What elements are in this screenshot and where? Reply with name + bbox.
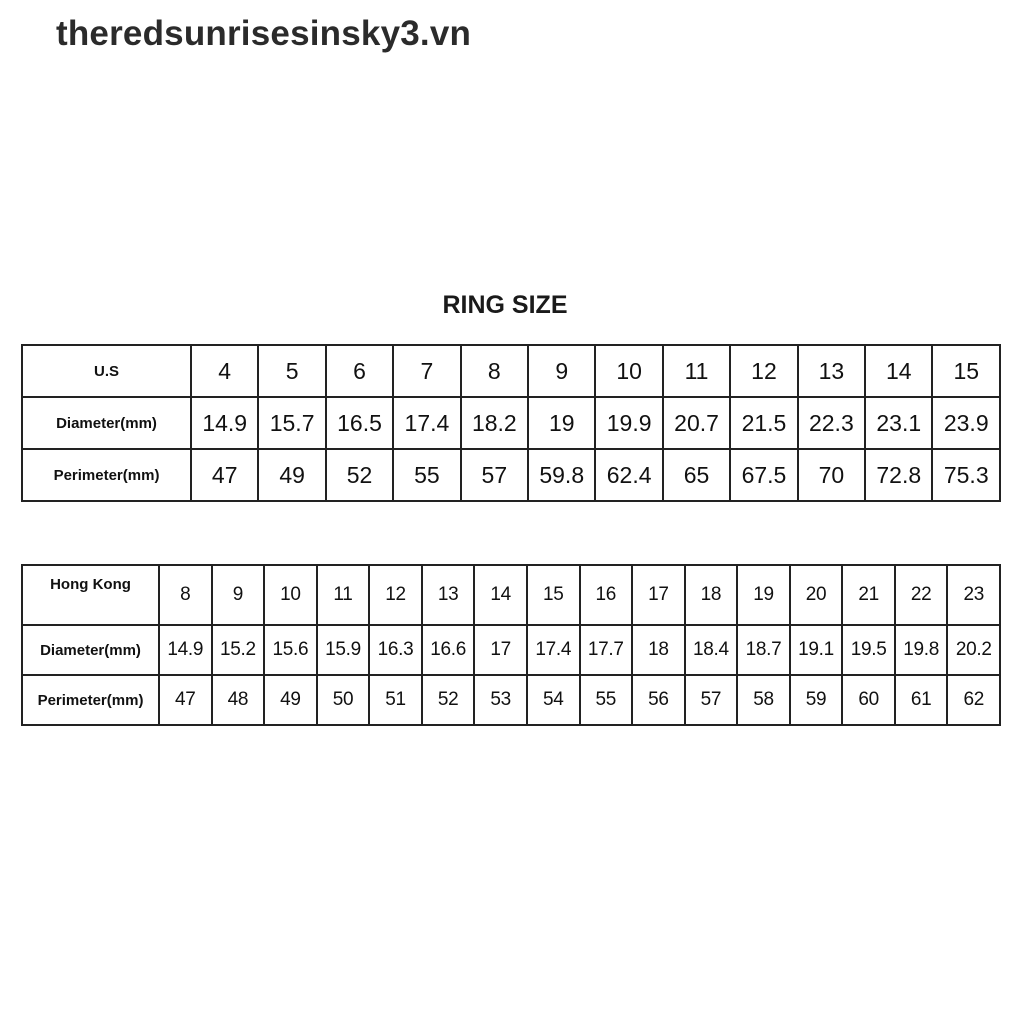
- table-cell: 19.9: [595, 397, 662, 449]
- table-cell: 7: [393, 345, 460, 397]
- table-cell: 21.5: [730, 397, 797, 449]
- diameter-row: [22, 397, 1000, 449]
- table-cell: 49: [264, 675, 317, 725]
- table-cell: 12: [369, 565, 422, 625]
- table-cell: 21: [842, 565, 895, 625]
- table-cell: 20.7: [663, 397, 730, 449]
- table-cell: 9: [528, 345, 595, 397]
- size-row: [22, 565, 1000, 625]
- watermark: theredsunrisesinsky3.vn: [56, 14, 472, 53]
- table-cell: 18: [632, 625, 685, 675]
- table-cell: 8: [461, 345, 528, 397]
- table-cell: 67.5: [730, 449, 797, 501]
- table-cell: 15.6: [264, 625, 317, 675]
- table-cell: 49: [258, 449, 325, 501]
- table-cell: 48: [212, 675, 265, 725]
- table-cell: 11: [317, 565, 370, 625]
- table-cell: 11: [663, 345, 730, 397]
- table-cell: 60: [842, 675, 895, 725]
- table-cell: 52: [422, 675, 475, 725]
- table-cell: 47: [159, 675, 212, 725]
- table-cell: 57: [685, 675, 738, 725]
- table-cell: 47: [191, 449, 258, 501]
- perimeter-row: [22, 675, 1000, 725]
- table-cell: 18.4: [685, 625, 738, 675]
- table-cell: 23: [947, 565, 1000, 625]
- table-cell: 54: [527, 675, 580, 725]
- table-cell: 22: [895, 565, 948, 625]
- table-cell: 19.8: [895, 625, 948, 675]
- table-cell: 4: [191, 345, 258, 397]
- table-cell: 18.7: [737, 625, 790, 675]
- table-cell: 56: [632, 675, 685, 725]
- table-cell: 55: [393, 449, 460, 501]
- table-cell: 16.5: [326, 397, 393, 449]
- table-cell: 17.4: [527, 625, 580, 675]
- us-ring-size-table: [21, 344, 1001, 502]
- table-cell: 9: [212, 565, 265, 625]
- table-cell: 10: [595, 345, 662, 397]
- table-cell: 70: [798, 449, 865, 501]
- table-cell: 13: [798, 345, 865, 397]
- table-cell: 15.9: [317, 625, 370, 675]
- table-cell: 58: [737, 675, 790, 725]
- table-cell: 18.2: [461, 397, 528, 449]
- table-cell: 55: [580, 675, 633, 725]
- diameter-row: [22, 625, 1000, 675]
- table-cell: 15: [527, 565, 580, 625]
- table-cell: 53: [474, 675, 527, 725]
- table-cell: 16.3: [369, 625, 422, 675]
- hong-kong-ring-size-table: [21, 564, 1001, 726]
- table-cell: 17.7: [580, 625, 633, 675]
- table-cell: 14: [865, 345, 932, 397]
- row-label: Diameter(mm): [22, 625, 159, 675]
- table-cell: 10: [264, 565, 317, 625]
- table-cell: 75.3: [932, 449, 1000, 501]
- row-label: Hong Kong: [22, 565, 159, 625]
- table-cell: 57: [461, 449, 528, 501]
- table-cell: 62: [947, 675, 1000, 725]
- table-cell: 6: [326, 345, 393, 397]
- table-cell: 14.9: [191, 397, 258, 449]
- page-title: RING SIZE: [442, 291, 568, 319]
- table-cell: 13: [422, 565, 475, 625]
- table-cell: 61: [895, 675, 948, 725]
- table-cell: 15.7: [258, 397, 325, 449]
- table-cell: 17: [632, 565, 685, 625]
- size-row: [22, 345, 1000, 397]
- table-cell: 5: [258, 345, 325, 397]
- row-label: Perimeter(mm): [22, 675, 159, 725]
- table-cell: 15.2: [212, 625, 265, 675]
- table-cell: 19.1: [790, 625, 843, 675]
- table-cell: 8: [159, 565, 212, 625]
- table-cell: 20.2: [947, 625, 1000, 675]
- table-cell: 19: [737, 565, 790, 625]
- perimeter-row: [22, 449, 1000, 501]
- table-cell: 65: [663, 449, 730, 501]
- table-cell: 17.4: [393, 397, 460, 449]
- table-cell: 14: [474, 565, 527, 625]
- row-label: U.S: [22, 345, 191, 397]
- table-cell: 20: [790, 565, 843, 625]
- table-cell: 19: [528, 397, 595, 449]
- table-cell: 12: [730, 345, 797, 397]
- table-cell: 62.4: [595, 449, 662, 501]
- table-cell: 22.3: [798, 397, 865, 449]
- table-cell: 72.8: [865, 449, 932, 501]
- table-cell: 17: [474, 625, 527, 675]
- table-cell: 59: [790, 675, 843, 725]
- table-cell: 23.1: [865, 397, 932, 449]
- table-cell: 15: [932, 345, 1000, 397]
- table-cell: 59.8: [528, 449, 595, 501]
- table-cell: 23.9: [932, 397, 1000, 449]
- row-label: Perimeter(mm): [22, 449, 191, 501]
- table-cell: 50: [317, 675, 370, 725]
- table-cell: 14.9: [159, 625, 212, 675]
- table-cell: 16: [580, 565, 633, 625]
- table-cell: 52: [326, 449, 393, 501]
- table-cell: 16.6: [422, 625, 475, 675]
- table-cell: 51: [369, 675, 422, 725]
- table-cell: 19.5: [842, 625, 895, 675]
- table-cell: 18: [685, 565, 738, 625]
- row-label: Diameter(mm): [22, 397, 191, 449]
